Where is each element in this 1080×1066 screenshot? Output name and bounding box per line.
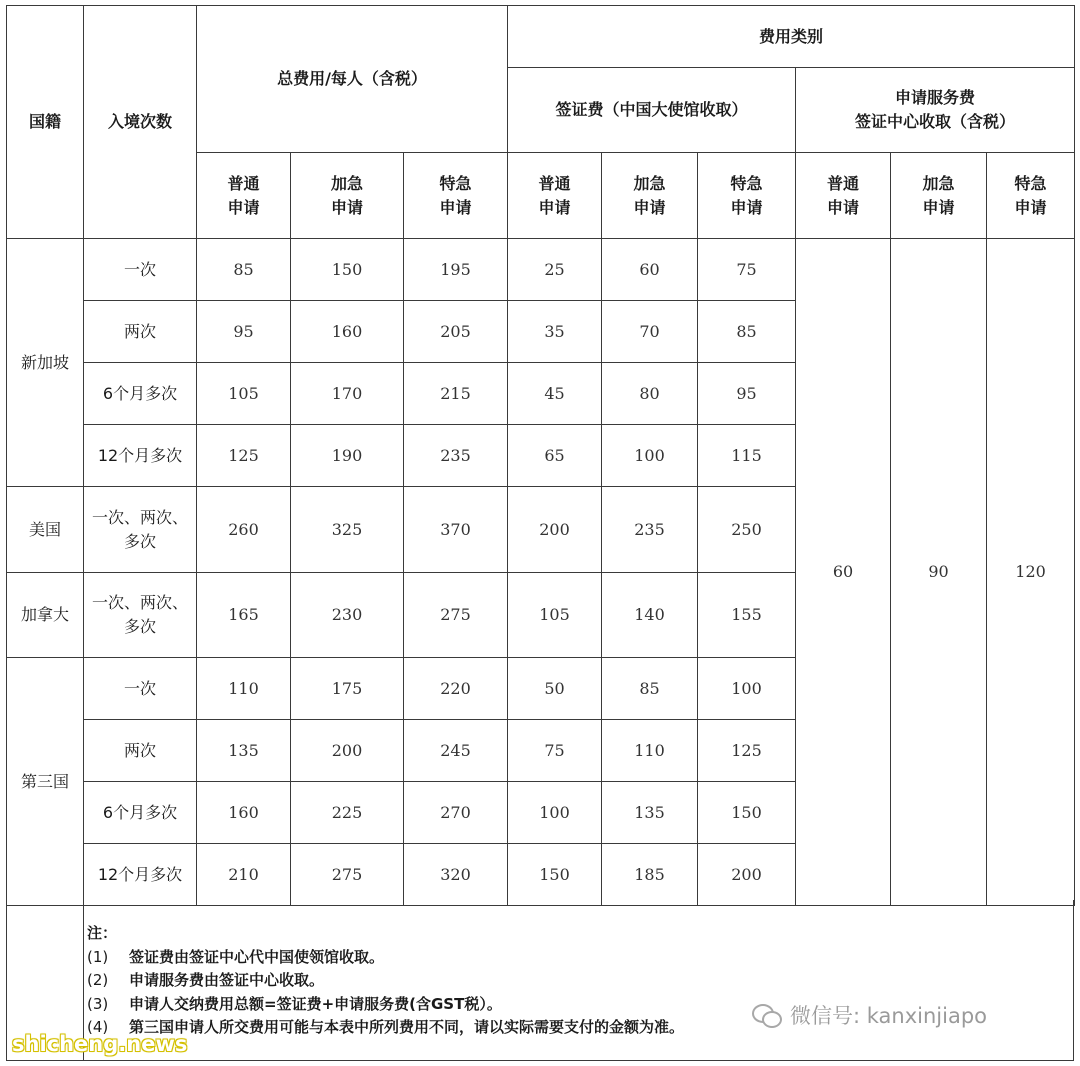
fee-cell: 50: [508, 658, 602, 720]
header-type-urgent: 加急 申请: [291, 153, 404, 239]
wechat-icon: [752, 1002, 782, 1028]
fee-cell: 70: [602, 301, 698, 363]
header-fee-category: 费用类别: [508, 6, 1075, 68]
fee-cell: 135: [602, 782, 698, 844]
entries-cell: 一次: [84, 658, 197, 720]
fee-cell: 370: [404, 487, 508, 573]
fee-cell: 125: [698, 720, 796, 782]
fee-cell: 260: [197, 487, 291, 573]
fee-cell: 100: [508, 782, 602, 844]
fee-cell: 150: [291, 239, 404, 301]
note-item: (1) 签证费由签证中心代中国使领馆收取。: [87, 947, 385, 966]
fee-cell: 325: [291, 487, 404, 573]
entries-cell: 两次: [84, 720, 197, 782]
fee-cell: 150: [698, 782, 796, 844]
fee-cell: 95: [197, 301, 291, 363]
fee-cell: 125: [197, 425, 291, 487]
fee-cell: 105: [197, 363, 291, 425]
fee-cell: 85: [197, 239, 291, 301]
fee-cell: 80: [602, 363, 698, 425]
entries-cell: 6个月多次: [84, 363, 197, 425]
header-type-urgent: 加急 申请: [602, 153, 698, 239]
fee-cell: 200: [291, 720, 404, 782]
entries-cell: 一次、两次、 多次: [84, 573, 197, 658]
fee-cell: 100: [602, 425, 698, 487]
visa-fee-table: [6, 5, 1075, 906]
site-watermark: shicheng.news: [12, 1032, 188, 1056]
header-total-fee: 总费用/每人（含税）: [197, 6, 508, 153]
service-fee-urgent: 90: [891, 239, 987, 906]
header-type-express: 特急 申请: [987, 153, 1075, 239]
fee-cell: 270: [404, 782, 508, 844]
fee-cell: 200: [698, 844, 796, 906]
entries-cell: 两次: [84, 301, 197, 363]
fee-cell: 160: [291, 301, 404, 363]
fee-cell: 35: [508, 301, 602, 363]
fee-cell: 100: [698, 658, 796, 720]
country-cell: 新加坡: [7, 239, 84, 487]
fee-cell: 225: [291, 782, 404, 844]
fee-cell: 235: [602, 487, 698, 573]
header-type-normal: 普通 申请: [197, 153, 291, 239]
wechat-id-text: 微信号: kanxinjiapo: [790, 1004, 988, 1028]
fee-cell: 230: [291, 573, 404, 658]
notes-body: [87, 922, 684, 1040]
fee-cell: 235: [404, 425, 508, 487]
fee-cell: 170: [291, 363, 404, 425]
header-type-express: 特急 申请: [404, 153, 508, 239]
note-item: (4) 第三国申请人所交费用可能与本表中所列费用不同，请以实际需要支付的金额为准。: [87, 1018, 685, 1036]
fee-cell: 115: [698, 425, 796, 487]
header-visa-fee: 签证费（中国大使馆收取）: [508, 68, 796, 153]
country-cell: 加拿大: [7, 573, 84, 658]
fee-cell: 195: [404, 239, 508, 301]
fee-cell: 200: [508, 487, 602, 573]
fee-cell: 175: [291, 658, 404, 720]
country-cell: 第三国: [7, 658, 84, 906]
fee-cell: 140: [602, 573, 698, 658]
service-fee-normal: 60: [796, 239, 891, 906]
fee-cell: 205: [404, 301, 508, 363]
fee-cell: 75: [508, 720, 602, 782]
fee-cell: 75: [698, 239, 796, 301]
entries-cell: 12个月多次: [84, 844, 197, 906]
fee-cell: 110: [602, 720, 698, 782]
fee-cell: 210: [197, 844, 291, 906]
fee-cell: 215: [404, 363, 508, 425]
fee-cell: 220: [404, 658, 508, 720]
header-type-normal: 普通 申请: [796, 153, 891, 239]
note-item: (2) 申请服务费由签证中心收取。: [87, 971, 325, 989]
fee-cell: 45: [508, 363, 602, 425]
table-row: [7, 239, 1075, 301]
fee-cell: 190: [291, 425, 404, 487]
fee-cell: 250: [698, 487, 796, 573]
fee-cell: 165: [197, 573, 291, 658]
fee-cell: 85: [602, 658, 698, 720]
fee-cell: 245: [404, 720, 508, 782]
fee-cell: 185: [602, 844, 698, 906]
fee-cell: 85: [698, 301, 796, 363]
entries-cell: 6个月多次: [84, 782, 197, 844]
fee-cell: 320: [404, 844, 508, 906]
fee-cell: 155: [698, 573, 796, 658]
header-service-fee: 申请服务费 签证中心收取（含税）: [796, 68, 1075, 153]
header-nationality: 国籍: [7, 6, 84, 239]
fee-cell: 135: [197, 720, 291, 782]
entries-cell: 12个月多次: [84, 425, 197, 487]
fee-cell: 160: [197, 782, 291, 844]
notes-title: 注：: [87, 924, 118, 942]
fee-cell: 275: [291, 844, 404, 906]
fee-cell: 110: [197, 658, 291, 720]
country-cell: 美国: [7, 487, 84, 573]
fee-cell: 95: [698, 363, 796, 425]
fee-cell: 60: [602, 239, 698, 301]
fee-cell: 25: [508, 239, 602, 301]
header-type-express: 特急 申请: [698, 153, 796, 239]
entries-cell: 一次、两次、 多次: [84, 487, 197, 573]
header-entries: 入境次数: [84, 6, 197, 239]
header-type-urgent: 加急 申请: [891, 153, 987, 239]
entries-cell: 一次: [84, 239, 197, 301]
fee-cell: 105: [508, 573, 602, 658]
note-item: (3) 申请人交纳费用总额=签证费+申请服务费(含GST税）。: [87, 994, 502, 1013]
wechat-watermark: [752, 1000, 987, 1030]
fee-cell: 150: [508, 844, 602, 906]
fee-cell: 275: [404, 573, 508, 658]
fee-cell: 65: [508, 425, 602, 487]
service-fee-express: 120: [987, 239, 1075, 906]
header-type-normal: 普通 申请: [508, 153, 602, 239]
